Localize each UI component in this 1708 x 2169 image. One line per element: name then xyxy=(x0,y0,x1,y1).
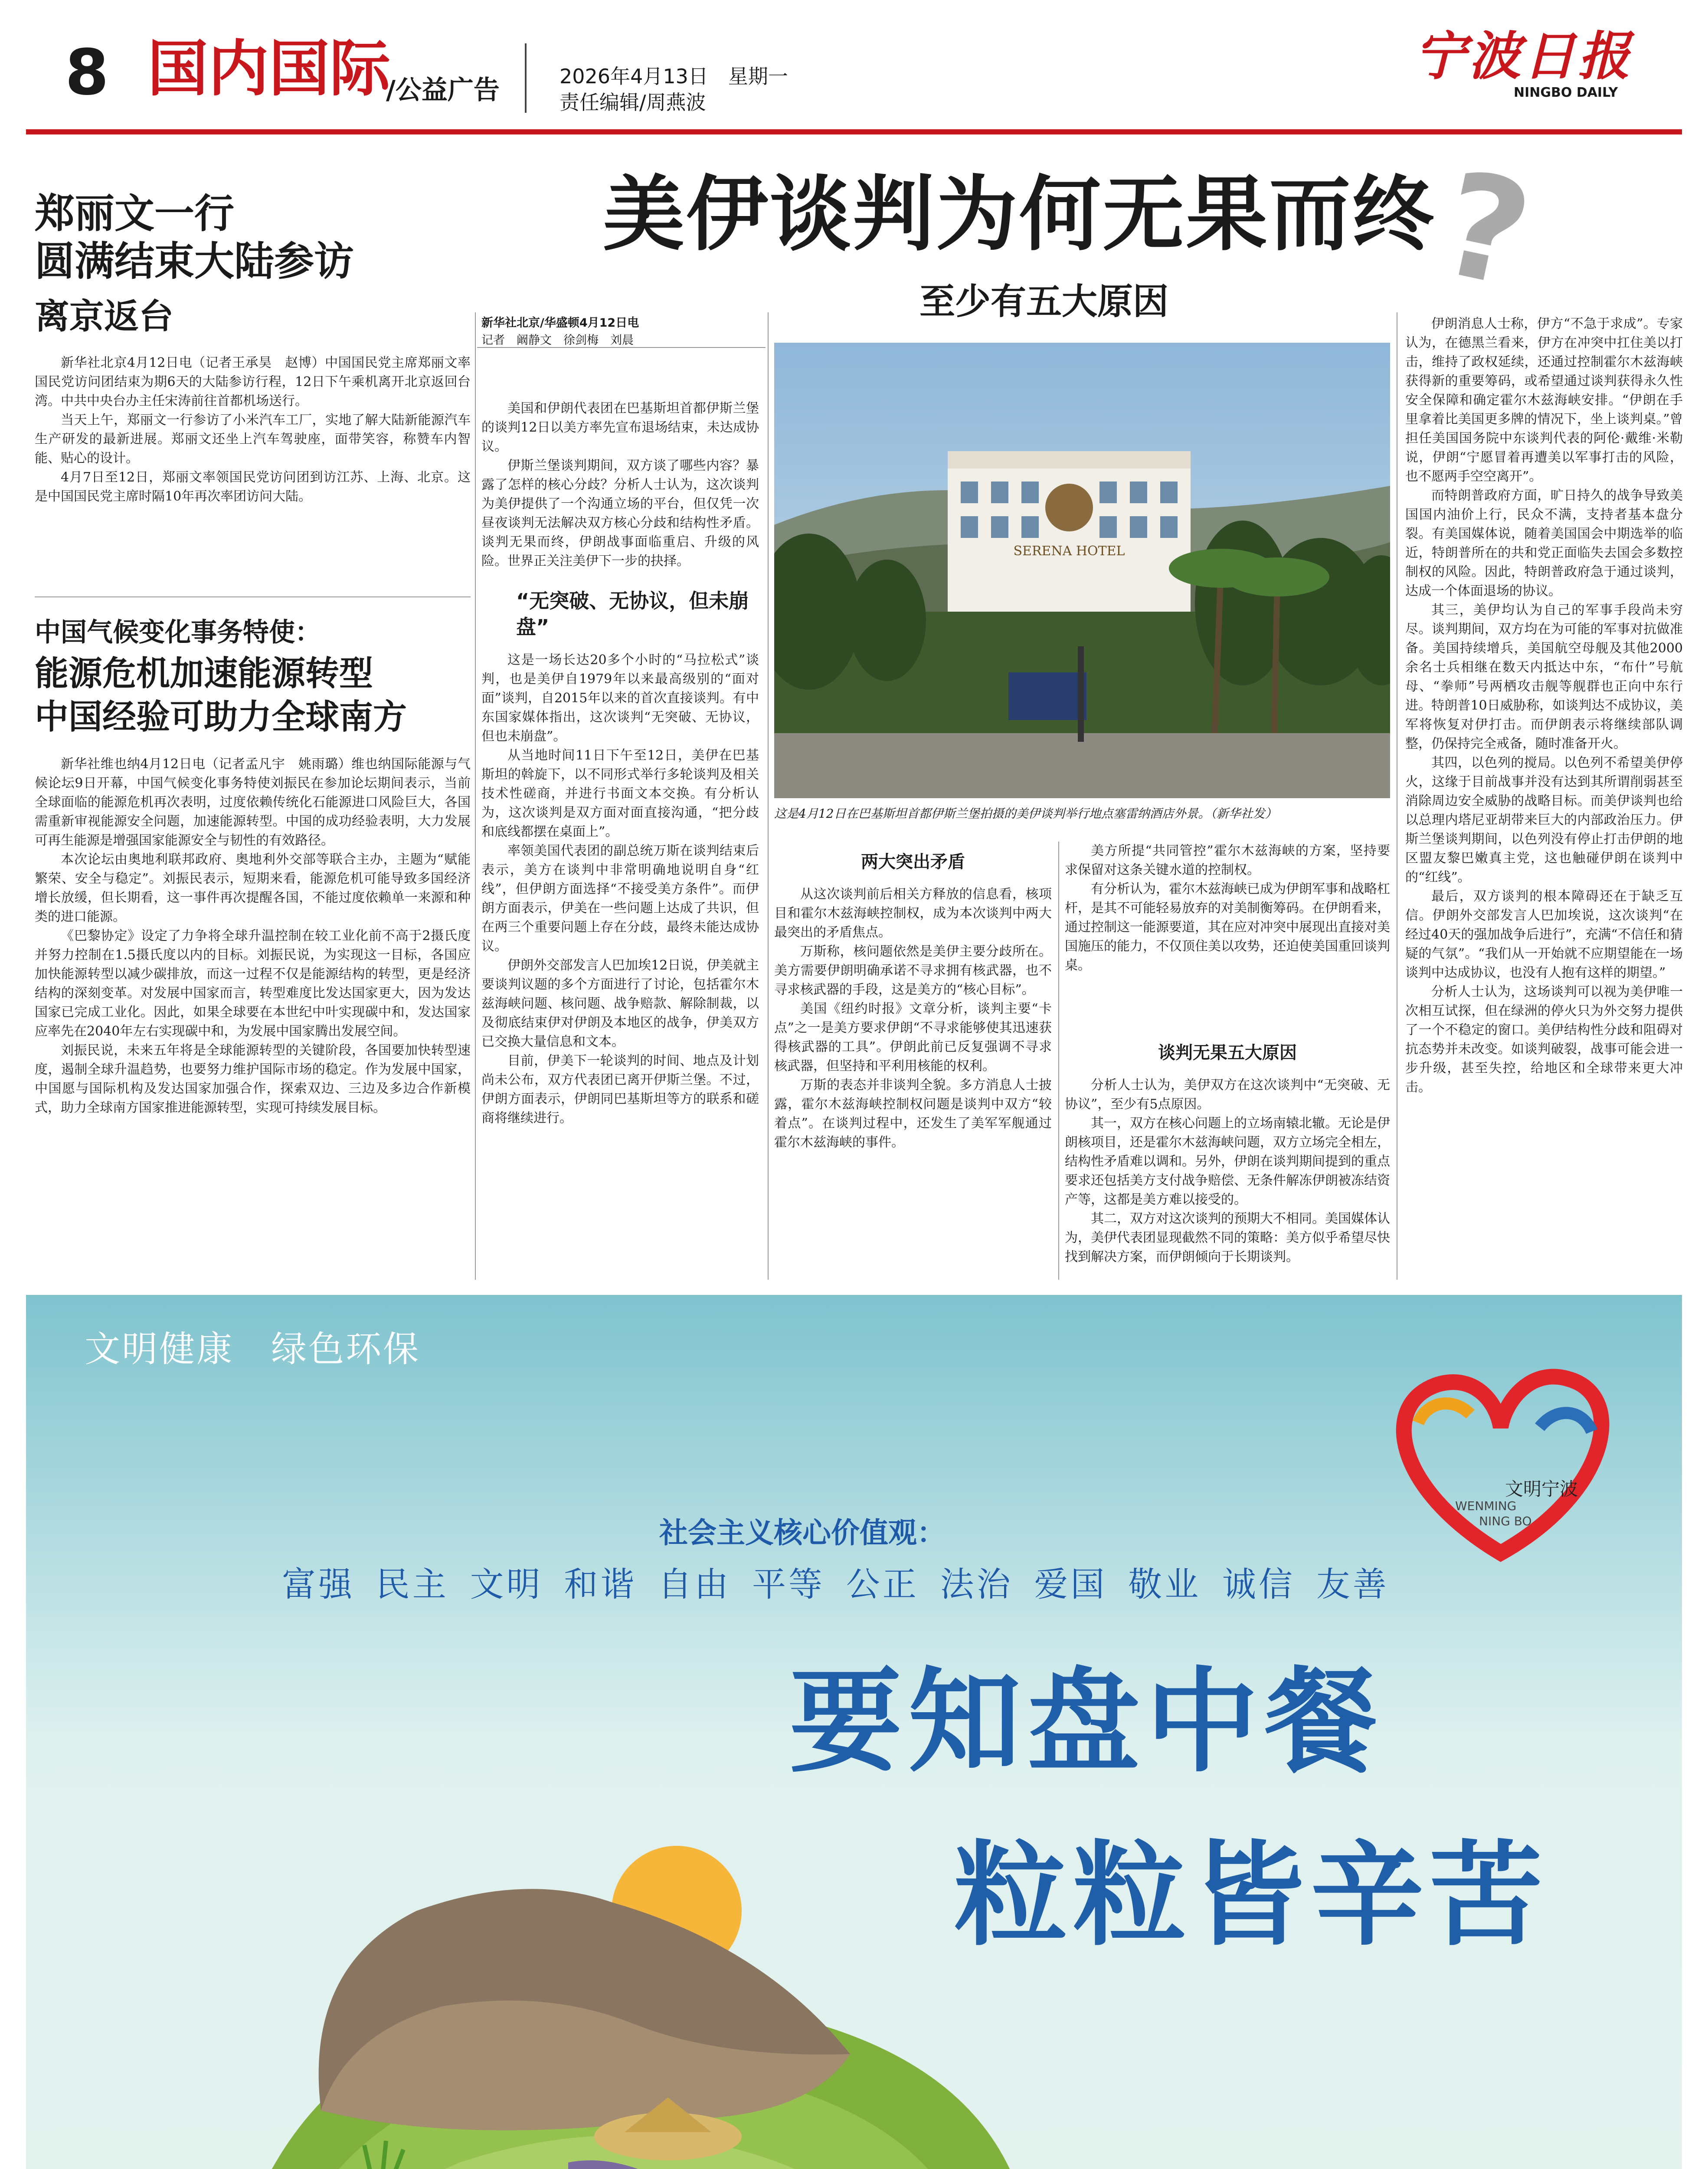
article2-title-line1: 能源危机加速能源转型 xyxy=(35,654,373,693)
ad-tagline: 文明健康 绿色环保 xyxy=(85,1329,421,1370)
core-values-list: 富强 民主 文明 和谐 自由 平等 公正 法治 爱国 敬业 诚信 友善 xyxy=(282,1565,1389,1604)
hotel-photo-illustration xyxy=(774,343,1390,798)
wenming-ningbo-heart-logo xyxy=(1366,1349,1635,1575)
main-article-paragraph: 万斯的表态并非谈判全貌。多方消息人士披露，霍尔木兹海峡控制权问题是谈判中双方“较着点”。在谈判过程中，还发生了美军军舰通过霍尔木兹海峡的事件。 xyxy=(774,1078,1052,1150)
main-article-title: 美伊谈判为何无果而终 xyxy=(603,166,1436,262)
main-article-reporters: 记者 阚静文 徐剑梅 刘晨 xyxy=(481,334,634,347)
main-article-paragraph: 目前，伊美下一轮谈判的时间、地点及计划尚未公布，双方代表团已离开伊斯兰堡。不过，伊朗方面表示，伊朗同巴基斯坦等方的联系和磋商将继续进行。 xyxy=(481,1053,759,1126)
ad-slogan-line1: 要知盘中餐 xyxy=(789,1657,1384,1788)
main-article-paragraph: 其三，美伊均认为自己的军事手段尚未穷尽。谈判期间，双方均在为可能的军事对抗做准备。美国持续增兵，美国航空母舰及其他2000余名士兵相继在数天内抵达中东，“布什”号航母、“拳师”号两栖攻击舰等舰群也正向中东行进。特朗普10日威胁称，如谈判达不成协议，美军将恢复对伊打击。而伊朗表示将继续部队调整，仍保持完全戒备，随时准备开火。 xyxy=(1405,603,1683,751)
newspaper-logo xyxy=(1414,26,1657,126)
article1-title-line2: 圆满结束大陆参访 xyxy=(35,238,354,285)
article1-subtitle: 离京返台 xyxy=(35,296,173,337)
article1-paragraph: 当天上午，郑丽文一行参访了小米汽车工厂，实地了解大陆新能源汽车生产研发的最新进展。郑丽文还坐上汽车驾驶座，面带笑容，称赞车内智能、贴心的设计。 xyxy=(35,413,471,466)
newspaper-logo-english: NINGBO DAILY xyxy=(1514,85,1618,100)
masthead-rule xyxy=(26,129,1682,134)
main-article-heading-1: “无突破、无协议，但未崩盘” xyxy=(516,589,749,639)
main-article-heading-2: 两大突出矛盾 xyxy=(861,852,965,872)
article1-title-line1: 郑丽文一行 xyxy=(35,190,235,237)
core-values-label: 社会主义核心价值观： xyxy=(659,1516,946,1550)
newspaper-logo-text: 宁波日报 xyxy=(1414,26,1633,87)
main-article-paragraph: 其二，双方对这次谈判的预期大不相同。美国媒体认为，美伊代表团显现截然不同的策略：美方似乎希望尽快找到解决方案，而伊朗倾向于长期谈判。 xyxy=(1065,1211,1390,1265)
main-article-paragraph: 分析人士认为，美伊双方在这次谈判中“无突破、无协议”，至少有5点原因。 xyxy=(1065,1078,1390,1112)
editor-credit: 责任编辑/周燕波 xyxy=(560,91,706,114)
article1-paragraph: 4月7日至12日，郑丽文率领国民党访问团到访江苏、上海、北京。这是中国国民党主席时隔10年再次率团访问大陆。 xyxy=(35,470,471,504)
photo-caption: 这是4月12日在巴基斯坦首都伊斯兰堡拍摄的美伊谈判举行地点塞雷纳酒店外景。（新华社发） xyxy=(774,806,1277,821)
section-subtitle: /公益广告 xyxy=(386,75,500,105)
ad-slogan-line2: 粒粒皆辛苦 xyxy=(954,1830,1548,1961)
main-article-paragraph: 有分析认为，霍尔木兹海峡已成为伊朗军事和战略杠杆，是其不可能轻易放弃的对美制衡筹码。在伊朗看来，通过控制这一能源要道，其在应对冲突中展现出直接对美国施压的能力，不仅顶住美以攻势，还迫使美国重回谈判桌。 xyxy=(1065,881,1390,973)
main-article-section1 xyxy=(481,651,759,1128)
main-article-paragraph: 伊朗外交部发言人巴加埃12日说，伊美就主要谈判议题的多个方面进行了讨论，包括霍尔木兹海峡问题、核问题、战争赔款、解除制裁，以及彻底结束伊对伊朗及本地区的战争，伊美双方已交换大量信息和文本。 xyxy=(481,958,759,1049)
main-article-paragraph: 分析人士认为，这场谈判可以视为美伊唯一次相互试探，但在绿洲的停火只为外交努力提供了一个不稳定的窗口。美伊结构性分歧和阻碍对抗态势并未改变。如谈判破裂，战事可能会进一步升级，甚至失控，给地区和全球带来更大冲击。 xyxy=(1405,984,1683,1095)
main-article-paragraph: 美方所提“共同管控”霍尔木兹海峡的方案，坚持要求保留对这条关键水道的控制权。 xyxy=(1065,843,1390,878)
main-article-paragraph: 这是一场长达20多个小时的“马拉松式”谈判，也是美伊自1979年以来最高级别的“面对面”谈判，自2015年以来的首次直接谈判。有中东国家媒体指出，这次谈判“无突破、无协议，但也未崩盘”。 xyxy=(481,652,759,744)
masthead-divider xyxy=(525,43,527,113)
column-divider xyxy=(768,312,769,1280)
question-mark-graphic: ? xyxy=(1428,140,1544,320)
main-article-section3-continued xyxy=(1405,315,1683,1097)
main-article-heading-3: 谈判无果五大原因 xyxy=(1158,1043,1297,1063)
byline-rule xyxy=(477,347,766,348)
article2-body xyxy=(35,755,471,1117)
main-article-byline xyxy=(481,315,759,349)
article2-paragraph: 《巴黎协定》设定了力争将全球升温控制在较工业化前不高于2摄氏度并努力控制在1.5摄氏度以内的目标。刘振民说，为实现这一目标，各国应加快能源转型以减少碳排放，而这一过程不仅是能源结构的转型，更是经济结构的深刻变革。对发展中国家而言，转型难度比发达国家更大，因为发达国家已完成工业化。因此，如果全球要在本世纪中叶实现碳中和，发达国家应率先在2040年左右实现碳中和，为发展中国家腾出发展空间。 xyxy=(35,928,471,1039)
main-article-section3 xyxy=(1065,1076,1390,1267)
main-article-paragraph: 而特朗普政府方面，旷日持久的战争导致美国国内油价上行，民众不满，支持者基本盘分裂。有美国媒体说，随着美国国会中期选举的临近，特朗普所在的共和党正面临失去国会多数控制权的风险。因此，特朗普政府急于通过谈判，达成一个体面退场的协议。 xyxy=(1405,488,1683,599)
main-article-paragraph: 其四，以色列的搅局。以色列不希望美伊停火，这缘于目前战事并没有达到其所谓削弱甚至消除周边安全威胁的战略目标。而美伊谈判也给以总理内塔尼亚胡带来巨大的内部政治压力。伊斯兰堡谈判期间，以色列没有停止打击伊朗的地区盟友黎巴嫩真主党，这也触碰伊朗在谈判中的“红线”。 xyxy=(1405,755,1683,885)
section-title: 国内国际 xyxy=(147,34,391,105)
article2-paragraph: 新华社维也纳4月12日电（记者孟凡宇 姚雨璐）维也纳国际能源与气候论坛9日开幕，中国气候变化事务特使刘振民在参加论坛期间表示，当前全球面临的能源危机再次表明，过度依赖传统化石能源进口风险巨大，各国需重新审视能源安全问题，加速能源转型。中国的成功经验表明，大力发展可再生能源是增强国家能源安全与韧性的有效路径。 xyxy=(35,757,471,848)
main-article-subtitle: 至少有五大原因 xyxy=(919,281,1169,322)
main-article-dateline: 新华社北京/华盛顿4月12日电 xyxy=(481,316,639,330)
main-article-section2-continued xyxy=(1065,842,1390,975)
main-article-paragraph: 伊斯兰堡谈判期间，双方谈了哪些内容？暴露了怎样的核心分歧？分析人士认为，这次谈判为美伊提供了一个沟通立场的平台，但仅凭一次昼夜谈判无法解决双方核心分歧和结构性矛盾。谈判无果而终，伊朗战事面临重启、升级的风险。世界正关注美伊下一步的抉择。 xyxy=(481,458,759,569)
main-article-section2 xyxy=(774,885,1052,1152)
ad-logo-english-2: NING BO xyxy=(1479,1514,1532,1528)
article2-paragraph: 刘振民说，未来五年将是全球能源转型的关键阶段，各国要加快转型速度，遏制全球升温趋势，也要努力维护国际市场的稳定。作为发展中国家，中国愿与国际机构及发达国家加强合作，探索双边、三边及多边合作新模式，助力全球南方国家推进能源转型，实现可持续发展目标。 xyxy=(35,1043,471,1115)
article1-paragraph: 新华社北京4月12日电（记者王承昊 赵博）中国国民党主席郑丽文率国民党访问团结束为期6天的大陆参访行程，12日下午乘机离开北京返回台湾。中共中央台办主任宋涛前往首都机场送行。 xyxy=(35,355,471,409)
article2-kicker: 中国气候变化事务特使： xyxy=(35,617,321,648)
main-article-paragraph: 美国《纽约时报》文章分析，谈判主要“卡点”之一是美方要求伊朗“不寻求能够使其迅速获得核武器的工具”。伊朗此前已反复强调不寻求核武器，但坚持和平利用核能的权利。 xyxy=(774,1001,1052,1074)
article-separator xyxy=(35,596,471,597)
issue-date: 2026年4月13日 星期一 xyxy=(560,65,788,88)
column-divider xyxy=(475,312,476,1280)
main-article-paragraph: 从这次谈判前后相关方释放的信息看，核项目和霍尔木兹海峡控制权，成为本次谈判中两大最突出的矛盾焦点。 xyxy=(774,887,1052,940)
ad-logo-text: 文明宁波 xyxy=(1505,1478,1578,1500)
main-article-paragraph: 最后，双方谈判的根本障碍还在于缺乏互信。伊朗外交部发言人巴加埃说，这次谈判“在经过40天的强加战争后进行”，充满“不信任和猜疑的气氛”。“我们从一开始就不应期望能在一场谈判中达成协议，也没有人抱有这样的期望。” xyxy=(1405,889,1683,980)
article1-body xyxy=(35,354,471,506)
main-article-paragraph: 率领美国代表团的副总统万斯在谈判结束后表示，美方在谈判中非常明确地说明自身“红线”，但伊朗方面选择“不接受美方条件”。而伊朗方面表示，伊美在一些问题上达成了共识，但在两三个重要问题上存在分歧，最终未能达成协议。 xyxy=(481,843,759,954)
article2-paragraph: 本次论坛由奥地利联邦政府、奥地利外交部等联合主办，主题为“赋能繁荣、安全与稳定”。刘振民表示，短期来看，能源危机可能导致多国经济增长放缓，但长期看，这一事件再次提醒各国，不能过度依赖单一来源和种类的进口能源。 xyxy=(35,852,471,924)
page-number: 8 xyxy=(65,36,109,109)
main-article-paragraph: 伊朗消息人士称，伊方“不急于求成”。专家认为，在德黑兰看来，伊方在冲突中扛住美以打击，维持了政权延续，还通过控制霍尔木兹海峡获得新的重要筹码，或希望通过谈判获得永久性安全保障和确定霍尔木兹海峡安排。“伊朗在手里拿着比美国更多牌的情况下，坐上谈判桌。”曾担任美国国务院中东谈判代表的阿伦·戴维·米勒说，伊朗“宁愿冒着再遭美以军事打击的风险，也不愿两手空空离开”。 xyxy=(1405,316,1683,484)
article2-title-line2: 中国经验可助力全球南方 xyxy=(35,697,407,737)
ad-logo-english-1: WENMING xyxy=(1455,1499,1517,1513)
main-article-paragraph: 其一，双方在核心问题上的立场南辕北辙。无论是伊朗核项目，还是霍尔木兹海峡问题，双方立场完全相左，结构性矛盾难以调和。另外，伊朗在谈判期间提到的重点要求还包括美方支付战争赔偿、无条件解冻伊朗被冻结资产等，这都是美方难以接受的。 xyxy=(1065,1116,1390,1207)
main-article-paragraph: 美国和伊朗代表团在巴基斯坦首都伊斯兰堡的谈判12日以美方率先宣布退场结束，未达成协议。 xyxy=(481,401,759,454)
news-photo-hotel xyxy=(774,343,1390,798)
main-article-paragraph: 万斯称，核问题依然是美伊主要分歧所在。美方需要伊朗明确承诺不寻求拥有核武器，也不寻求核武器的手段，这是美方的“核心目标”。 xyxy=(774,944,1052,997)
main-article-paragraph: 从当地时间11日下午至12日，美伊在巴基斯坦的斡旋下，以不同形式举行多轮谈判及相关技术性磋商，并进行书面文本交换。有分析认为，这次谈判是双方面对面直接沟通，“把分歧和底线都摆在桌面上”。 xyxy=(481,748,759,839)
column-divider xyxy=(1058,842,1059,1280)
main-article-intro xyxy=(481,399,759,571)
hotel-sign: SERENA HOTEL xyxy=(1013,544,1125,559)
